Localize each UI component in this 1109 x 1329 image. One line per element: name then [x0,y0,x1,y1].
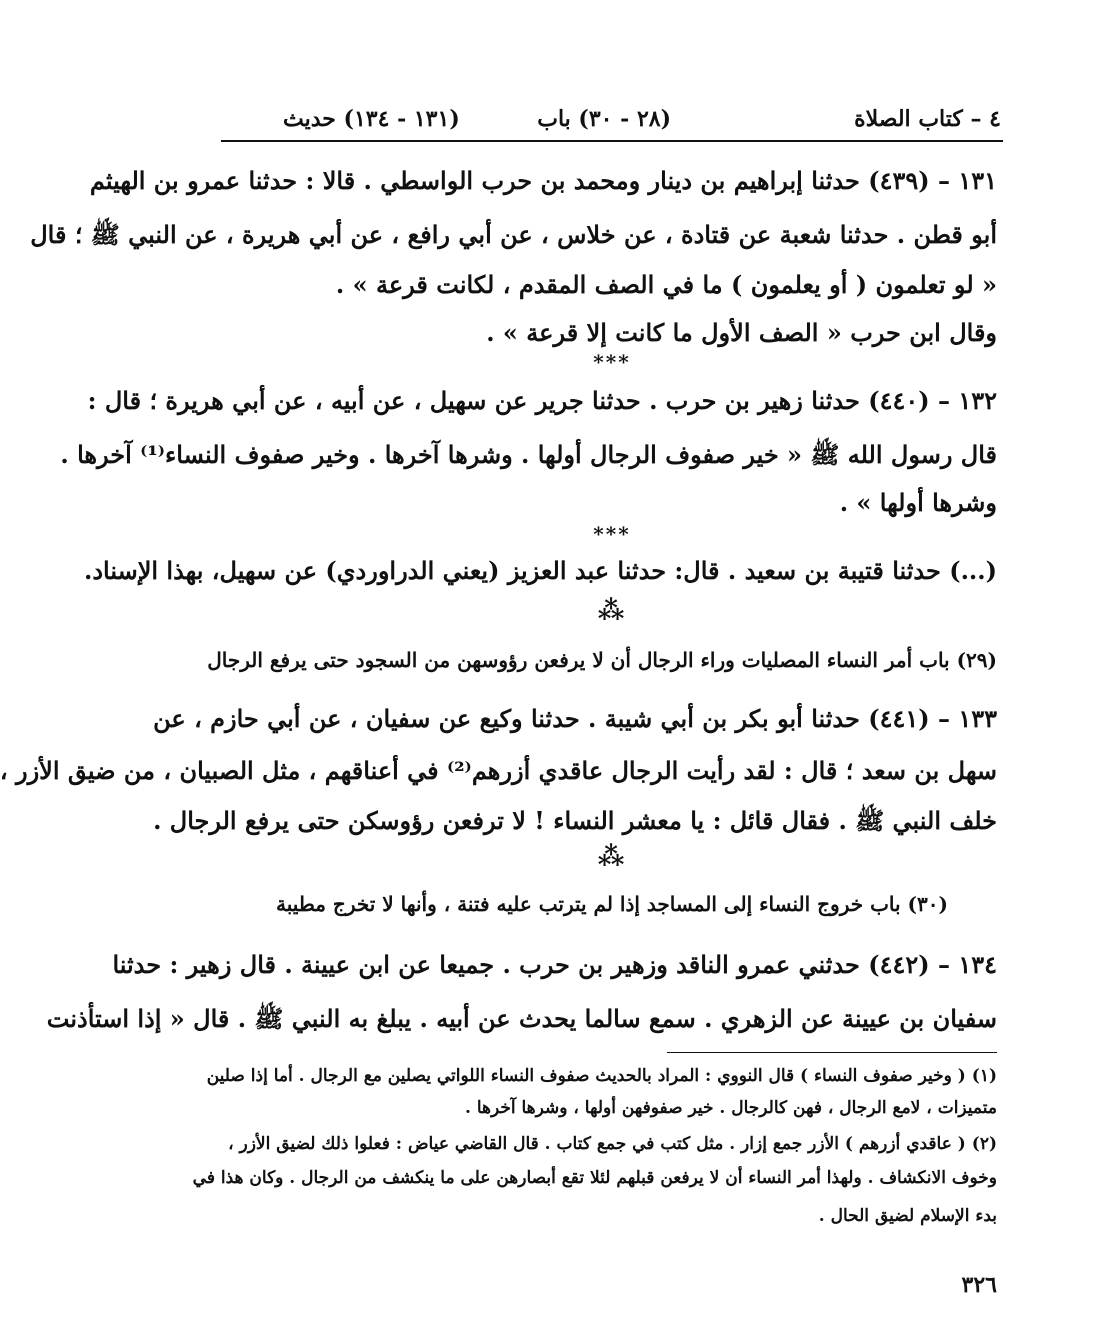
header-divider [221,140,1003,142]
hadith-132-line-3: وشرها أولها » . [839,488,997,517]
hadith-131-line-2: أبو قطن . حدثنا شعبة عن قتادة ، عن خلاس ، عن أبي رافع ، عن أبي هريرة ، عن النبي ﷺ ؛ قال [30,220,997,249]
header-book-title: ٤ – كتاب الصلاة [854,106,1001,132]
hadith-isnad-line: (...) حدثنا قتيبة بن سعيد . قال: حدثنا عبد العزيز (يعني الدراوردي) عن سهيل، بهذا الإسناد. [83,556,997,585]
hadith-131-line-4: وقال ابن حرب « الصف الأول ما كانت إلا قرعة » . [486,318,997,347]
footnote-1-line-1: (١) ( وخير صفوف النساء ) قال النووي : المراد بالحديث صفوف النساء اللواتي يصلين مع الرجال . أما إذا صلين [206,1066,997,1086]
header-hadith-range: (١٣١ - ١٣٤) حديث [283,106,460,132]
hadith-134-line-1: ١٣٤ – (٤٤٢) حدثني عمرو الناقد وزهير بن حرب . جميعا عن ابن عيينة . قال زهير : حدثنا [112,950,997,979]
page-number: ٣٢٦ [961,1272,997,1298]
footnote-2-line-1: (٢) ( عاقدي أزرهم ) الأزر جمع إزار . مثل كتب في جمع كتاب . قال القاضي عياض : فعلوا ذلك لضيق الأزر ، [228,1134,997,1154]
hadith-132-line-1: ١٣٢ – (٤٤٠) حدثنا زهير بن حرب . حدثنا جرير عن سهيل ، عن أبيه ، عن أبي هريرة ؛ قال : [87,386,997,415]
section-stars: *** [593,522,631,546]
chapter-29-title: (٢٩) باب أمر النساء المصليات وراء الرجال أن لا يرفعن رؤوسهن من السجود حتى يرفع الرجال [207,648,997,672]
footnote-divider [667,1052,997,1053]
section-separator: ⁂ [597,842,627,872]
running-header [223,100,1001,136]
section-separator: ⁂ [597,596,627,626]
hadith-131-line-1: ١٣١ – (٤٣٩) حدثنا إبراهيم بن دينار ومحمد بن حرب الواسطي . قالا : حدثنا عمرو بن الهيثم [89,166,997,195]
hadith-134-line-2: سفيان بن عيينة عن الزهري . سمع سالما يحدث عن أبيه . يبلغ به النبي ﷺ . قال « إذا استأذنت [46,1004,997,1033]
hadith-133-line-1: ١٣٣ – (٤٤١) حدثنا أبو بكر بن أبي شيبة . حدثنا وكيع عن سفيان ، عن أبي حازم ، عن [153,704,997,733]
chapter-30-title: (٣٠) باب خروج النساء إلى المساجد إذا لم يترتب عليه فتنة ، وأنها لا تخرج مطيبة [276,892,948,916]
header-bab-range: (٢٨ - ٣٠) باب [537,106,671,132]
hadith-133-line-3: خلف النبي ﷺ . فقال قائل : يا معشر النساء ! لا ترفعن رؤوسكن حتى يرفع الرجال . [153,806,997,835]
footnote-2-line-3: بدء الإسلام لضيق الحال . [818,1206,997,1226]
hadith-131-line-3: « لو تعلمون ( أو يعلمون ) ما في الصف المقدم ، لكانت قرعة » . [335,270,997,299]
section-stars: *** [593,350,631,374]
hadith-132-line-2: قال رسول الله ﷺ « خير صفوف الرجال أولها . وشرها آخرها . وخير صفوف النساء⁽¹⁾ آخرها . [60,440,997,469]
footnote-2-line-2: وخوف الانكشاف . ولهذا أمر النساء أن لا يرفعن قبلهم لئلا تقع أبصارهن على ما ينكشف من الرجال . وكان هذا في [192,1168,997,1188]
hadith-133-line-2: سهل بن سعد ؛ قال : لقد رأيت الرجال عاقدي أزرهم⁽²⁾ في أعناقهم ، مثل الصبيان ، من ضيق الأزر ، [0,756,997,785]
footnote-1-line-2: متميزات ، لامع الرجال ، فهن كالرجال . خير صفوفهن أولها ، وشرها آخرها . [464,1098,997,1118]
